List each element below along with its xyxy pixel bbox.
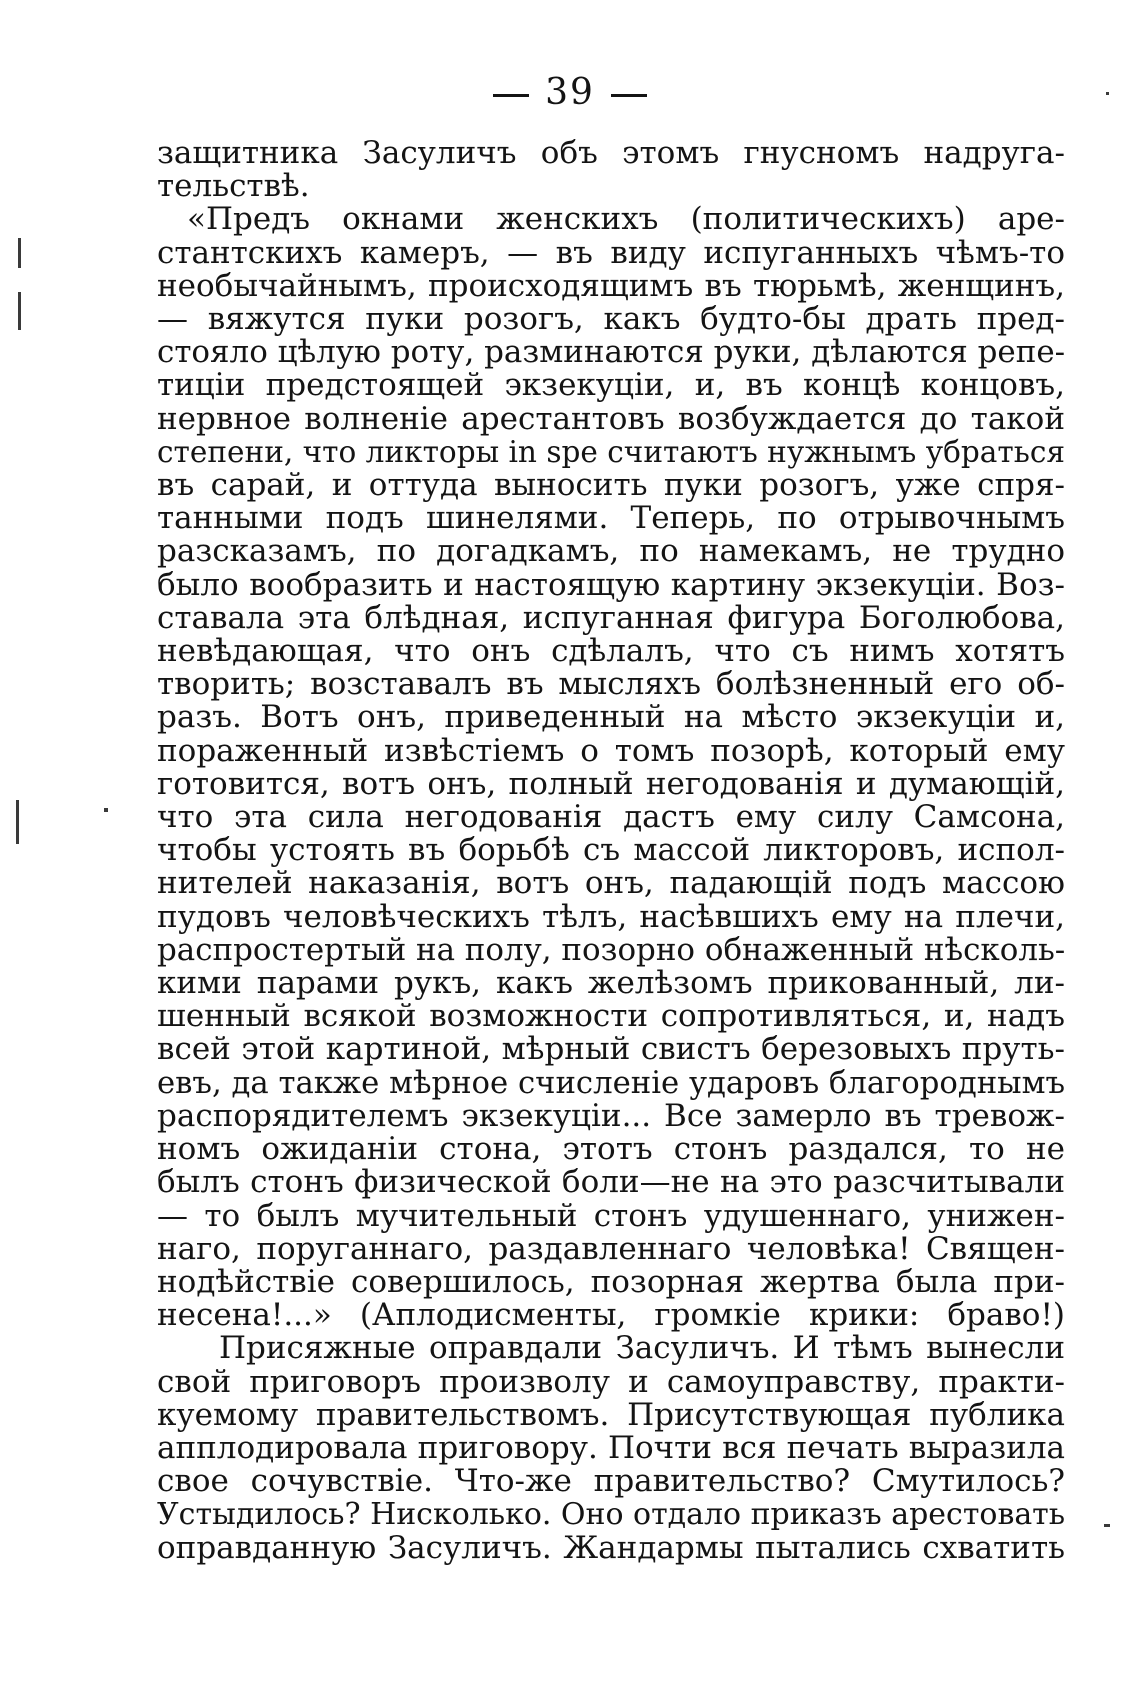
text-line: творить; возставалъ въ мысляхъ болѣзненный его об- — [157, 666, 1065, 703]
text-line: танными подъ шинелями. Теперь, по отрывочнымъ — [157, 500, 1065, 537]
scan-mark — [16, 800, 19, 844]
text-line: защитника Засуличъ объ этомъ гнусномъ надруга- — [157, 135, 1065, 171]
text-line: пораженный извѣстіемъ о томъ позорѣ, который ему — [157, 732, 1065, 769]
text-line: разсказамъ, по догадкамъ, по намекамъ, не трудно — [157, 533, 1065, 570]
text-line: необычайнымъ, происходящимъ въ тюрьмѣ, женщинъ, — [157, 267, 1065, 304]
header-dash-right — [611, 94, 647, 97]
text-line: евъ, да также мѣрное счисленіе ударовъ благороднымъ — [157, 1065, 1065, 1101]
text-line: несена!...» (Аплодисменты, громкіе крики: браво!) — [157, 1297, 1065, 1334]
text-line: невѣдающая, что онъ сдѣлалъ, что съ нимъ хотятъ — [157, 633, 1065, 670]
text-line: свой приговоръ произволу и самоуправству, практи- — [157, 1363, 1065, 1400]
text-line: ставала эта блѣдная, испуганная фигура Боголюбова, — [157, 599, 1065, 636]
text-line: шенный всякой возможности сопротивляться, и, надъ — [157, 998, 1065, 1035]
text-line: былъ стонъ физической боли—не на это разсчитывали — [157, 1164, 1065, 1201]
header-dash-left — [493, 94, 529, 97]
text-line: готовится, вотъ онъ, полный негодованія и думающій, — [157, 765, 1065, 802]
text-line: стантскихъ камеръ, — въ виду испуганныхъ чѣмъ-то — [157, 234, 1065, 271]
text-line: распростертый на полу, позорно обнаженный нѣсколь- — [157, 931, 1066, 968]
scan-mark — [18, 238, 21, 268]
text-line: чтобы устоять въ борьбѣ съ массой ликторовъ, испол- — [157, 832, 1065, 869]
text-line: «Предъ окнами женскихъ (политическихъ) аре- — [187, 201, 1065, 238]
text-line: — вяжутся пуки розогъ, какъ будто-бы драть пред- — [157, 301, 1065, 338]
text-line: тиціи предстоящей экзекуціи, и, въ концѣ концовъ, — [157, 367, 1065, 404]
text-line: распорядителемъ экзекуціи... Все замерло въ тревож- — [157, 1097, 1065, 1134]
text-line: Присяжные оправдали Засуличъ. И тѣмъ вынесли — [219, 1330, 1065, 1367]
text-line: нервное волненіе арестантовъ возбуждается до такой — [157, 400, 1065, 437]
text-line: апплодировала приговору. Почти вся печать выразила — [157, 1429, 1065, 1466]
text-line: пудовъ человѣческихъ тѣлъ, насѣвшихъ ему на плечи, — [157, 898, 1065, 935]
text-line: наго, поруганнаго, раздавленнаго человѣка! Священ- — [157, 1230, 1065, 1267]
text-line: было вообразить и настоящую картину экзекуціи. Воз- — [157, 566, 1065, 603]
text-line: нодѣйствіе совершилось, позорная жертва была при- — [157, 1263, 1065, 1300]
text-line: нителей наказанія, вотъ онъ, падающій подъ массою — [157, 865, 1065, 902]
text-line: свое сочувствіе. Что-же правительство? Смутилось? — [157, 1463, 1065, 1500]
scan-mark — [1104, 1524, 1110, 1527]
scan-mark — [104, 808, 108, 812]
text-line: разъ. Вотъ онъ, приведенный на мѣсто экзекуціи и, — [157, 699, 1065, 736]
text-line: въ сарай, и оттуда выносить пуки розогъ, уже спря- — [157, 467, 1065, 504]
page-number: 39 — [545, 72, 595, 113]
text-line: номъ ожиданіи стона, этотъ стонъ раздался, то не — [157, 1131, 1065, 1168]
page-body-text — [157, 137, 1065, 1565]
text-line: всей этой картиной, мѣрный свистъ березовыхъ пруть- — [157, 1031, 1065, 1068]
page-header — [0, 72, 1140, 113]
text-line: что эта сила негодованія дастъ ему силу Самсона, — [157, 799, 1065, 836]
scan-mark — [1106, 92, 1109, 95]
text-line: стояло цѣлую роту, разминаются руки, дѣлаются репе- — [157, 334, 1066, 371]
text-line: кими парами рукъ, какъ желѣзомъ прикованный, ли- — [157, 965, 1065, 1002]
text-line: степени, что ликторы in spe считаютъ нужнымъ убраться — [157, 434, 1065, 469]
text-line: тельствѣ. — [157, 168, 310, 205]
text-line: Устыдилось? Нисколько. Оно отдало приказъ арестовать — [157, 1497, 1066, 1533]
scan-mark — [18, 292, 21, 330]
text-line: куемому правительствомъ. Присутствующая публика — [157, 1396, 1065, 1433]
text-line: оправданную Засуличъ. Жандармы пытались схватить — [157, 1529, 1065, 1566]
text-line: — то былъ мучительный стонъ удушеннаго, унижен- — [157, 1197, 1065, 1234]
